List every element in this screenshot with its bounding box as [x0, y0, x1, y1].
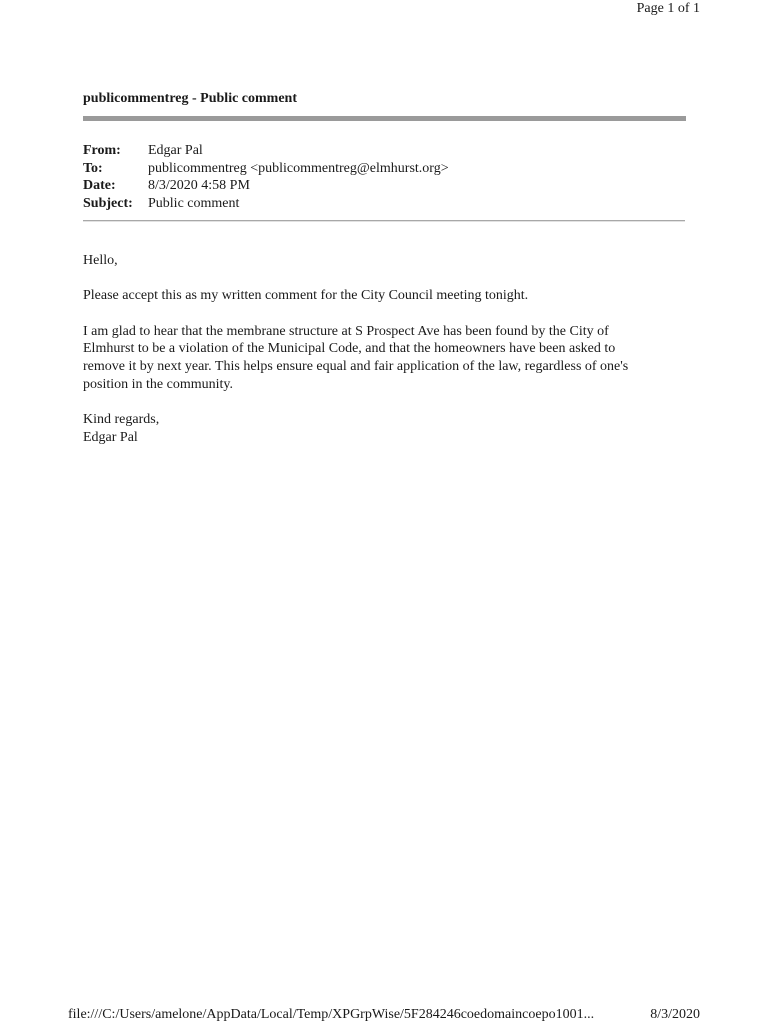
from-row — [83, 142, 449, 160]
closing: Kind regards, — [83, 412, 160, 428]
subject-row — [83, 195, 449, 213]
body-paragraph-2 — [83, 323, 688, 394]
footer-file-path: file:///C:/Users/amelone/AppData/Local/Temp/XPGrpWise/5F284246coedomaincoepo1001... — [68, 1007, 595, 1022]
body-paragraph-1: Please accept this as my written comment for the City Council meeting tonight. — [83, 288, 529, 304]
footer-date: 8/3/2020 — [650, 1007, 700, 1022]
email-title: publicommentreg - Public comment — [83, 91, 297, 106]
title-divider — [83, 116, 686, 121]
date-row — [83, 177, 449, 195]
page-number: Page 1 of 1 — [636, 1, 700, 16]
date-label: Date: — [83, 178, 116, 193]
to-row — [83, 160, 449, 178]
body-paragraph-2-line-2: Elmhurst to be a violation of the Municipal Code, and that the homeowners have been asked to — [83, 341, 616, 357]
print-footer — [68, 1006, 700, 1024]
header-divider — [83, 220, 685, 222]
subject-value: Public comment — [148, 195, 240, 211]
body-paragraph-2-line-4: position in the community. — [83, 376, 233, 392]
sign-off — [83, 411, 688, 447]
to-value: publicommentreg <publicommentreg@elmhurst.org> — [148, 160, 449, 176]
email-header-fields — [83, 142, 449, 212]
from-value: Edgar Pal — [148, 143, 203, 158]
from-label: From: — [83, 143, 121, 158]
subject-label: Subject: — [83, 195, 133, 211]
body-paragraph-2-line-3: remove it by next year. This helps ensure equal and fair application of the law, regardless of one's — [83, 359, 629, 375]
greeting: Hello, — [83, 253, 118, 268]
email-body — [83, 252, 688, 464]
date-value: 8/3/2020 4:58 PM — [148, 178, 250, 193]
body-paragraph-2-line-1: I am glad to hear that the membrane structure at S Prospect Ave has been found by the City of — [83, 323, 609, 339]
signature-name: Edgar Pal — [83, 430, 138, 446]
to-label: To: — [83, 160, 103, 176]
